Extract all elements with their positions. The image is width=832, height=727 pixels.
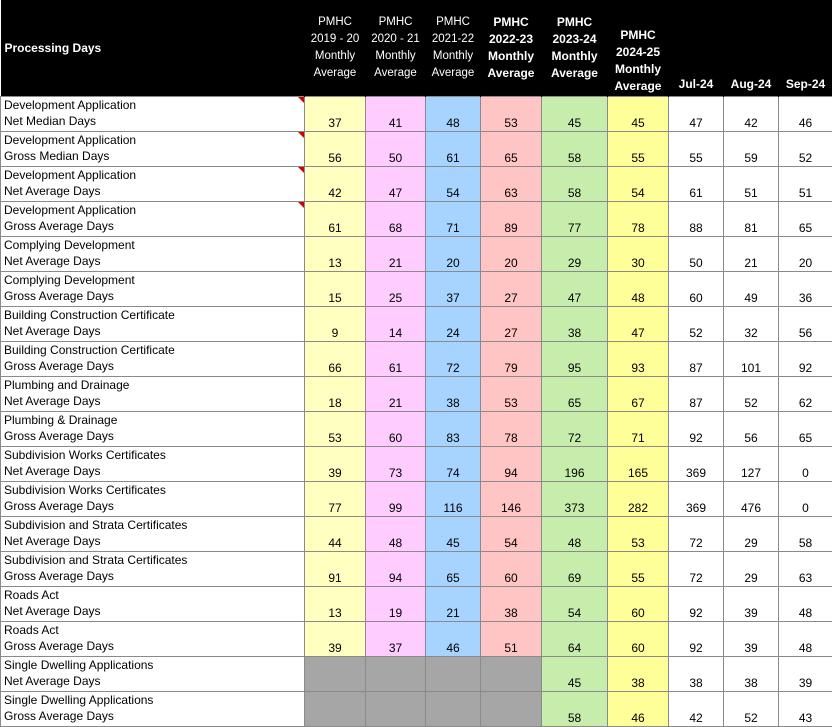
cell-aug-24: 39 [724,587,779,622]
cell-sep-24: 56 [779,307,832,342]
row-label-line2: Gross Average Days [4,498,304,514]
cell-2019-20: 39 [305,622,366,657]
cell-2023-24: 77 [542,202,608,237]
row-label-line2: Net Average Days [4,253,304,269]
row-label [1,342,305,377]
cell-2023-24: 48 [542,517,608,552]
cell-2020-21: 68 [366,202,426,237]
cell-aug-24: 127 [724,447,779,482]
row-label-line2: Gross Average Days [4,288,304,304]
row-label [1,202,305,237]
row-label [1,517,305,552]
cell-2024-25: 46 [608,692,669,727]
cell-2019-20: 37 [305,97,366,132]
comment-indicator-icon [298,202,304,208]
cell-sep-24: 62 [779,377,832,412]
row-label-line1: Building Construction Certificate [4,342,304,358]
row-label-line1: Subdivision Works Certificates [4,482,304,498]
cell-2021-22: 72 [426,342,481,377]
cell-aug-24: 59 [724,132,779,167]
col-header-2022-23: PMHC 2022-23 Monthly Average [481,0,542,97]
cell-2021-22: 71 [426,202,481,237]
cell-jul-24: 92 [669,412,724,447]
cell-aug-24: 38 [724,657,779,692]
cell-not-applicable [366,692,426,727]
cell-aug-24: 52 [724,692,779,727]
cell-2019-20: 13 [305,237,366,272]
cell-2020-21: 99 [366,482,426,517]
cell-sep-24: 43 [779,692,832,727]
cell-2024-25: 48 [608,272,669,307]
cell-2020-21: 48 [366,517,426,552]
comment-indicator-icon [298,132,304,138]
row-label-line2: Gross Average Days [4,568,304,584]
cell-2022-23: 51 [481,622,542,657]
table-row [1,447,832,482]
row-label-line1: Roads Act [4,622,304,638]
cell-2022-23: 54 [481,517,542,552]
cell-sep-24: 58 [779,517,832,552]
cell-2023-24: 29 [542,237,608,272]
cell-jul-24: 47 [669,97,724,132]
cell-2019-20: 77 [305,482,366,517]
cell-2023-24: 373 [542,482,608,517]
row-label [1,657,305,692]
cell-2023-24: 54 [542,587,608,622]
cell-sep-24: 0 [779,447,832,482]
cell-2019-20: 44 [305,517,366,552]
cell-sep-24: 20 [779,237,832,272]
cell-2023-24: 58 [542,132,608,167]
cell-2021-22: 20 [426,237,481,272]
cell-2023-24: 45 [542,657,608,692]
cell-2023-24: 72 [542,412,608,447]
table-row [1,587,832,622]
table-title: Processing Days [1,0,305,97]
cell-2021-22: 45 [426,517,481,552]
cell-jul-24: 87 [669,377,724,412]
cell-2023-24: 69 [542,552,608,587]
row-label-line1: Subdivision and Strata Certificates [4,552,304,568]
cell-2021-22: 116 [426,482,481,517]
cell-2022-23: 63 [481,167,542,202]
cell-2022-23: 20 [481,237,542,272]
cell-aug-24: 51 [724,167,779,202]
cell-2022-23: 38 [481,587,542,622]
row-label-line2: Gross Median Days [4,148,304,164]
row-label [1,692,305,727]
cell-jul-24: 72 [669,552,724,587]
cell-2021-22: 38 [426,377,481,412]
cell-jul-24: 52 [669,307,724,342]
cell-not-applicable [481,657,542,692]
cell-sep-24: 39 [779,657,832,692]
cell-aug-24: 52 [724,377,779,412]
cell-sep-24: 63 [779,552,832,587]
row-label-line2: Net Median Days [4,113,304,129]
table-row [1,412,832,447]
cell-2019-20: 56 [305,132,366,167]
cell-2024-25: 78 [608,202,669,237]
table-body [1,97,832,727]
cell-2019-20: 18 [305,377,366,412]
cell-jul-24: 92 [669,587,724,622]
row-label [1,132,305,167]
table-row [1,517,832,552]
row-label-line2: Net Average Days [4,393,304,409]
cell-sep-24: 48 [779,587,832,622]
cell-2020-21: 14 [366,307,426,342]
row-label-line1: Single Dwelling Applications [4,657,304,673]
row-label-line1: Plumbing & Drainage [4,412,304,428]
cell-jul-24: 87 [669,342,724,377]
cell-2020-21: 21 [366,377,426,412]
cell-2021-22: 61 [426,132,481,167]
cell-2024-25: 60 [608,622,669,657]
cell-2020-21: 37 [366,622,426,657]
cell-2023-24: 38 [542,307,608,342]
cell-aug-24: 29 [724,552,779,587]
cell-not-applicable [426,657,481,692]
comment-indicator-icon [298,167,304,173]
table-row [1,482,832,517]
row-label-line1: Development Application [4,167,304,183]
cell-2024-25: 282 [608,482,669,517]
table-row [1,342,832,377]
row-label-line1: Subdivision and Strata Certificates [4,517,304,533]
cell-2023-24: 64 [542,622,608,657]
cell-2024-25: 71 [608,412,669,447]
row-label-line2: Net Average Days [4,323,304,339]
cell-2022-23: 65 [481,132,542,167]
cell-sep-24: 36 [779,272,832,307]
cell-2024-25: 93 [608,342,669,377]
cell-jul-24: 369 [669,482,724,517]
cell-jul-24: 50 [669,237,724,272]
table-row [1,202,832,237]
cell-2020-21: 73 [366,447,426,482]
cell-aug-24: 49 [724,272,779,307]
row-label [1,482,305,517]
cell-2024-25: 55 [608,552,669,587]
row-label [1,447,305,482]
cell-sep-24: 92 [779,342,832,377]
row-label-line2: Net Average Days [4,183,304,199]
table-row [1,307,832,342]
cell-2021-22: 46 [426,622,481,657]
cell-2020-21: 47 [366,167,426,202]
row-label-line2: Net Average Days [4,603,304,619]
cell-aug-24: 81 [724,202,779,237]
cell-2019-20: 13 [305,587,366,622]
cell-aug-24: 42 [724,97,779,132]
cell-aug-24: 21 [724,237,779,272]
table-row [1,657,832,692]
cell-2019-20: 15 [305,272,366,307]
cell-not-applicable [426,692,481,727]
cell-2023-24: 45 [542,97,608,132]
table-row [1,377,832,412]
cell-2022-23: 53 [481,97,542,132]
row-label-line1: Development Application [4,97,304,113]
row-label-line1: Complying Development [4,237,304,253]
row-label-line1: Subdivision Works Certificates [4,447,304,463]
cell-jul-24: 42 [669,692,724,727]
cell-sep-24: 65 [779,412,832,447]
table-row [1,237,832,272]
cell-sep-24: 48 [779,622,832,657]
row-label-line2: Gross Average Days [4,428,304,444]
cell-2019-20: 9 [305,307,366,342]
row-label [1,237,305,272]
cell-2024-25: 60 [608,587,669,622]
cell-2021-22: 65 [426,552,481,587]
cell-jul-24: 88 [669,202,724,237]
cell-2023-24: 58 [542,167,608,202]
cell-sep-24: 65 [779,202,832,237]
cell-2022-23: 53 [481,377,542,412]
cell-sep-24: 0 [779,482,832,517]
cell-jul-24: 369 [669,447,724,482]
cell-2022-23: 94 [481,447,542,482]
row-label-line2: Net Average Days [4,533,304,549]
cell-2021-22: 54 [426,167,481,202]
cell-2020-21: 60 [366,412,426,447]
row-label [1,167,305,202]
row-label-line2: Net Average Days [4,673,304,689]
cell-aug-24: 476 [724,482,779,517]
cell-2022-23: 146 [481,482,542,517]
cell-2023-24: 196 [542,447,608,482]
col-header-jul-24: Jul-24 [669,0,724,97]
row-label-line2: Gross Average Days [4,638,304,654]
cell-2023-24: 65 [542,377,608,412]
table-row [1,132,832,167]
col-header-2023-24: PMHC 2023-24 Monthly Average [542,0,608,97]
cell-not-applicable [481,692,542,727]
cell-2022-23: 78 [481,412,542,447]
cell-2019-20: 91 [305,552,366,587]
cell-2019-20: 61 [305,202,366,237]
cell-2023-24: 95 [542,342,608,377]
cell-not-applicable [305,657,366,692]
cell-2024-25: 54 [608,167,669,202]
cell-2024-25: 165 [608,447,669,482]
cell-jul-24: 55 [669,132,724,167]
comment-indicator-icon [298,97,304,103]
col-header-2020-21: PMHC 2020 - 21 Monthly Average [366,0,426,97]
row-label-line1: Roads Act [4,587,304,603]
row-label [1,307,305,342]
col-header-2024-25: PMHC 2024-25 Monthly Average [608,0,669,97]
cell-2023-24: 58 [542,692,608,727]
cell-aug-24: 101 [724,342,779,377]
cell-2020-21: 19 [366,587,426,622]
cell-2022-23: 27 [481,272,542,307]
cell-sep-24: 46 [779,97,832,132]
row-label-line1: Single Dwelling Applications [4,692,304,708]
cell-2019-20: 42 [305,167,366,202]
cell-2022-23: 60 [481,552,542,587]
cell-2020-21: 61 [366,342,426,377]
cell-2021-22: 24 [426,307,481,342]
cell-2019-20: 53 [305,412,366,447]
table-row [1,552,832,587]
cell-2021-22: 37 [426,272,481,307]
table-row [1,167,832,202]
cell-2020-21: 21 [366,237,426,272]
row-label [1,97,305,132]
cell-2020-21: 41 [366,97,426,132]
cell-jul-24: 92 [669,622,724,657]
header-row [1,0,832,97]
row-label-line2: Gross Average Days [4,358,304,374]
cell-2020-21: 50 [366,132,426,167]
table-row [1,622,832,657]
row-label-line1: Development Application [4,202,304,218]
cell-aug-24: 39 [724,622,779,657]
cell-2024-25: 55 [608,132,669,167]
cell-2022-23: 79 [481,342,542,377]
cell-2024-25: 47 [608,307,669,342]
col-header-2021-22: PMHC 2021-22 Monthly Average [426,0,481,97]
cell-aug-24: 32 [724,307,779,342]
row-label-line1: Development Application [4,132,304,148]
row-label-line2: Gross Average Days [4,218,304,234]
row-label-line1: Plumbing and Drainage [4,377,304,393]
cell-2021-22: 83 [426,412,481,447]
cell-2022-23: 27 [481,307,542,342]
cell-aug-24: 56 [724,412,779,447]
cell-2019-20: 39 [305,447,366,482]
row-label [1,587,305,622]
cell-2024-25: 30 [608,237,669,272]
cell-2023-24: 47 [542,272,608,307]
row-label [1,377,305,412]
table-row [1,272,832,307]
row-label-line2: Net Average Days [4,463,304,479]
cell-sep-24: 51 [779,167,832,202]
row-label-line1: Building Construction Certificate [4,307,304,323]
cell-2021-22: 74 [426,447,481,482]
col-header-aug-24: Aug-24 [724,0,779,97]
cell-jul-24: 60 [669,272,724,307]
cell-2022-23: 89 [481,202,542,237]
cell-2019-20: 66 [305,342,366,377]
table-row [1,97,832,132]
row-label [1,622,305,657]
cell-2020-21: 94 [366,552,426,587]
row-label [1,412,305,447]
cell-jul-24: 38 [669,657,724,692]
cell-2024-25: 45 [608,97,669,132]
cell-2021-22: 21 [426,587,481,622]
cell-not-applicable [305,692,366,727]
row-label [1,272,305,307]
col-header-sep-24: Sep-24 [779,0,832,97]
cell-jul-24: 61 [669,167,724,202]
cell-2024-25: 38 [608,657,669,692]
row-label-line1: Complying Development [4,272,304,288]
cell-aug-24: 29 [724,517,779,552]
row-label-line2: Gross Average Days [4,708,304,724]
cell-2024-25: 67 [608,377,669,412]
cell-sep-24: 52 [779,132,832,167]
table-row [1,692,832,727]
row-label [1,552,305,587]
cell-2020-21: 25 [366,272,426,307]
cell-not-applicable [366,657,426,692]
cell-jul-24: 72 [669,517,724,552]
cell-2024-25: 53 [608,517,669,552]
cell-2021-22: 48 [426,97,481,132]
col-header-2019-20: PMHC 2019 - 20 Monthly Average [305,0,366,97]
